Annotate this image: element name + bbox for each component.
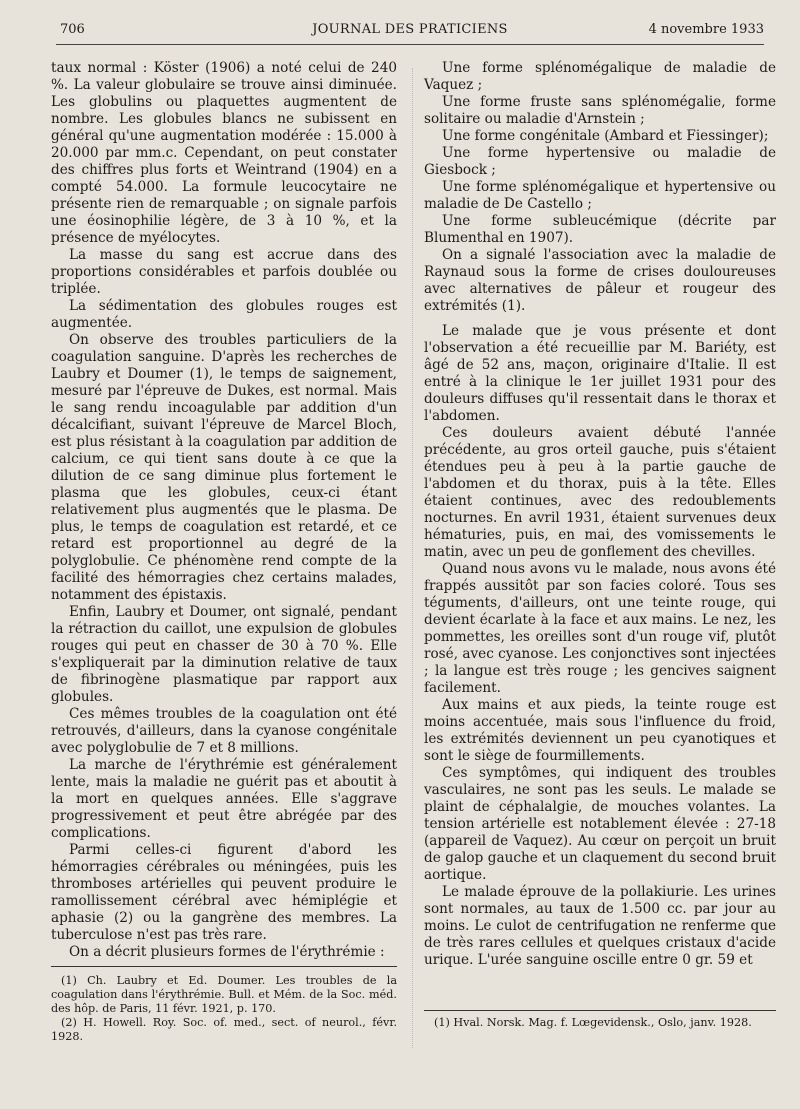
paragraph: Parmi celles-ci figurent d'abord les hémorragies cérébrales ou méningées, puis les thromboses artérielles qui peuvent produire le ramollissement cérébral avec hémiplégie et aphasie (2) ou la gangrène des membres. La tuberculose n'est pas très rare. bbox=[51, 842, 397, 943]
paragraph: Une forme subleucémique (décrite par Blumenthal en 1907). bbox=[424, 213, 776, 246]
footnote: (1) Hval. Norsk. Mag. f. Lœgevidensk., Oslo, janv. 1928. bbox=[434, 1016, 752, 1029]
page-number: 706 bbox=[60, 22, 85, 37]
paragraph: Le malade éprouve de la pollakiurie. Les urines sont normales, au taux de 1.500 cc. par jour au moins. Le culot de centrifugation ne renferme que de très rares cellules et quelques cristaux d'acide urique. L'urée sanguine oscille entre 0 gr. 59 et bbox=[424, 884, 776, 968]
paragraph: Une forme splénomégalique de maladie de Vaquez ; bbox=[424, 60, 776, 93]
paragraph: Ces symptômes, qui indiquent des troubles vasculaires, ne sont pas les seuls. Le malade se plaint de céphalalgie, de mouches volantes. La tension artérielle est notablement élevée : 27-18 (appareil de Vaquez). Au cœur on perçoit un bruit de galop gauche et un claquement du second bruit aortique. bbox=[424, 765, 776, 883]
footnote-rule bbox=[424, 1010, 776, 1011]
paragraph: Ces mêmes troubles de la coagulation ont été retrouvés, d'ailleurs, dans la cyanose congénitale avec polyglobulie de 7 et 8 millions. bbox=[51, 706, 397, 756]
paragraph: La sédimentation des globules rouges est augmentée. bbox=[51, 298, 397, 331]
issue-date: 4 novembre 1933 bbox=[648, 22, 764, 37]
paragraph: Une forme fruste sans splénomégalie, forme solitaire ou maladie d'Arnstein ; bbox=[424, 94, 776, 127]
paragraph: On a signalé l'association avec la maladie de Raynaud sous la forme de crises douloureuses avec alternatives de pâleur et rougeur des extrémités (1). bbox=[424, 247, 776, 314]
right-column bbox=[424, 60, 776, 969]
paragraph: Une forme hypertensive ou maladie de Giesbock ; bbox=[424, 145, 776, 178]
column-divider bbox=[412, 68, 413, 1048]
paragraph: Enfin, Laubry et Doumer, ont signalé, pendant la rétraction du caillot, une expulsion de globules rouges qui peut en chasser de 30 à 70 %. Elle s'expliquerait par la diminution relative de taux de fibrinogène plasmatique par rapport aux globules. bbox=[51, 604, 397, 705]
left-column bbox=[51, 60, 397, 961]
paragraph: La masse du sang est accrue dans des proportions considérables et parfois doublée ou triplée. bbox=[51, 247, 397, 297]
paragraph: taux normal : Köster (1906) a noté celui de 240 %. La valeur globulaire se trouve ainsi diminuée. Les globulins ou plaquettes augmentent de nombre. Les globules blancs ne subissent en général qu'une augmentation modérée : 15.000 à 20.000 par mm.c. Cependant, on peut constater des chiffres plus forts et Weintrand (1904) en a compté 54.000. La formule leucocytaire ne présente rien de remarquable ; on signale parfois une éosinophilie légère, de 3 à 10 %, et la présence de myélocytes. bbox=[51, 60, 397, 246]
paragraph: Une forme congénitale (Ambard et Fiessinger); bbox=[442, 128, 769, 144]
paragraph: La marche de l'érythrémie est généralement lente, mais la maladie ne guérit pas et aboutit à la mort en quelques années. Elle s'aggrave progressivement et peut être abrégée par des complications. bbox=[51, 757, 397, 841]
page-header bbox=[56, 18, 764, 45]
paragraph: Le malade que je vous présente et dont l'observation a été recueillie par M. Bariéty, est âgé de 52 ans, maçon, originaire d'Italie. Il est entré à la clinique le 1er juillet 1931 pour des douleurs diffuses qu'il ressentait dans le thorax et l'abdomen. bbox=[424, 323, 776, 424]
paragraph: Ces douleurs avaient débuté l'année précédente, au gros orteil gauche, puis s'étaient étendues peu à peu à la partie gauche de l'abdomen et du thorax, puis à la tête. Elles étaient continues, avec des redoublements nocturnes. En avril 1931, étaient survenues deux hématuries, puis, en mai, des vomissements le matin, avec un peu de gonflement des chevilles. bbox=[424, 425, 776, 560]
paragraph: On a décrit plusieurs formes de l'érythrémie : bbox=[69, 944, 385, 960]
left-footnotes bbox=[51, 974, 397, 1044]
paragraph: Quand nous avons vu le malade, nous avons été frappés aussitôt par son facies coloré. Tous ses téguments, d'ailleurs, ont une teinte rouge, qui devient écarlate à la face et aux mains. Le nez, les pommettes, les oreilles sont d'un rouge vif, plutôt rosé, avec cyanose. Les conjonctives sont injectées ; la langue est très rouge ; les gencives saignent facilement. bbox=[424, 561, 776, 696]
paragraph: On observe des troubles particuliers de la coagulation sanguine. D'après les recherches de Laubry et Doumer (1), le temps de saignement, mesuré par l'épreuve de Dukes, est normal. Mais le sang rendu incoagulable par addition d'un décalcifiant, suivant l'épreuve de Marcel Bloch, est plus résistant à la coagulation par addition de calcium, ce qui tient sans doute à ce que la dilution de ce sang diminue plus fortement le plasma que les globules, ceux-ci étant relativement plus augmentés que le plasma. De plus, le temps de coagulation est retardé, et ce retard est proportionnel au degré de la polyglobulie. Ce phénomène rend compte de la facilité des hémorragies chez certains malades, notamment des épistaxis. bbox=[51, 332, 397, 603]
footnote-rule bbox=[51, 966, 397, 967]
paragraph: Aux mains et aux pieds, la teinte rouge est moins accentuée, mais sous l'influence du froid, les extrémités deviennent un peu cyanotiques et sont le siège de fourmillements. bbox=[424, 697, 776, 764]
footnote: (1) Ch. Laubry et Ed. Doumer. Les troubles de la coagulation dans l'érythrémie. Bull. et Mém. de la Soc. méd. des hôp. de Paris, 11 févr. 1921, p. 170. bbox=[51, 974, 397, 1015]
footnote: (2) H. Howell. Roy. Soc. of. med., sect. of neurol., févr. 1928. bbox=[51, 1016, 397, 1043]
journal-title: JOURNAL DES PRATICIENS bbox=[312, 22, 508, 37]
paragraph: Une forme splénomégalique et hypertensive ou maladie de De Castello ; bbox=[424, 179, 776, 212]
right-footnotes bbox=[424, 1016, 776, 1030]
